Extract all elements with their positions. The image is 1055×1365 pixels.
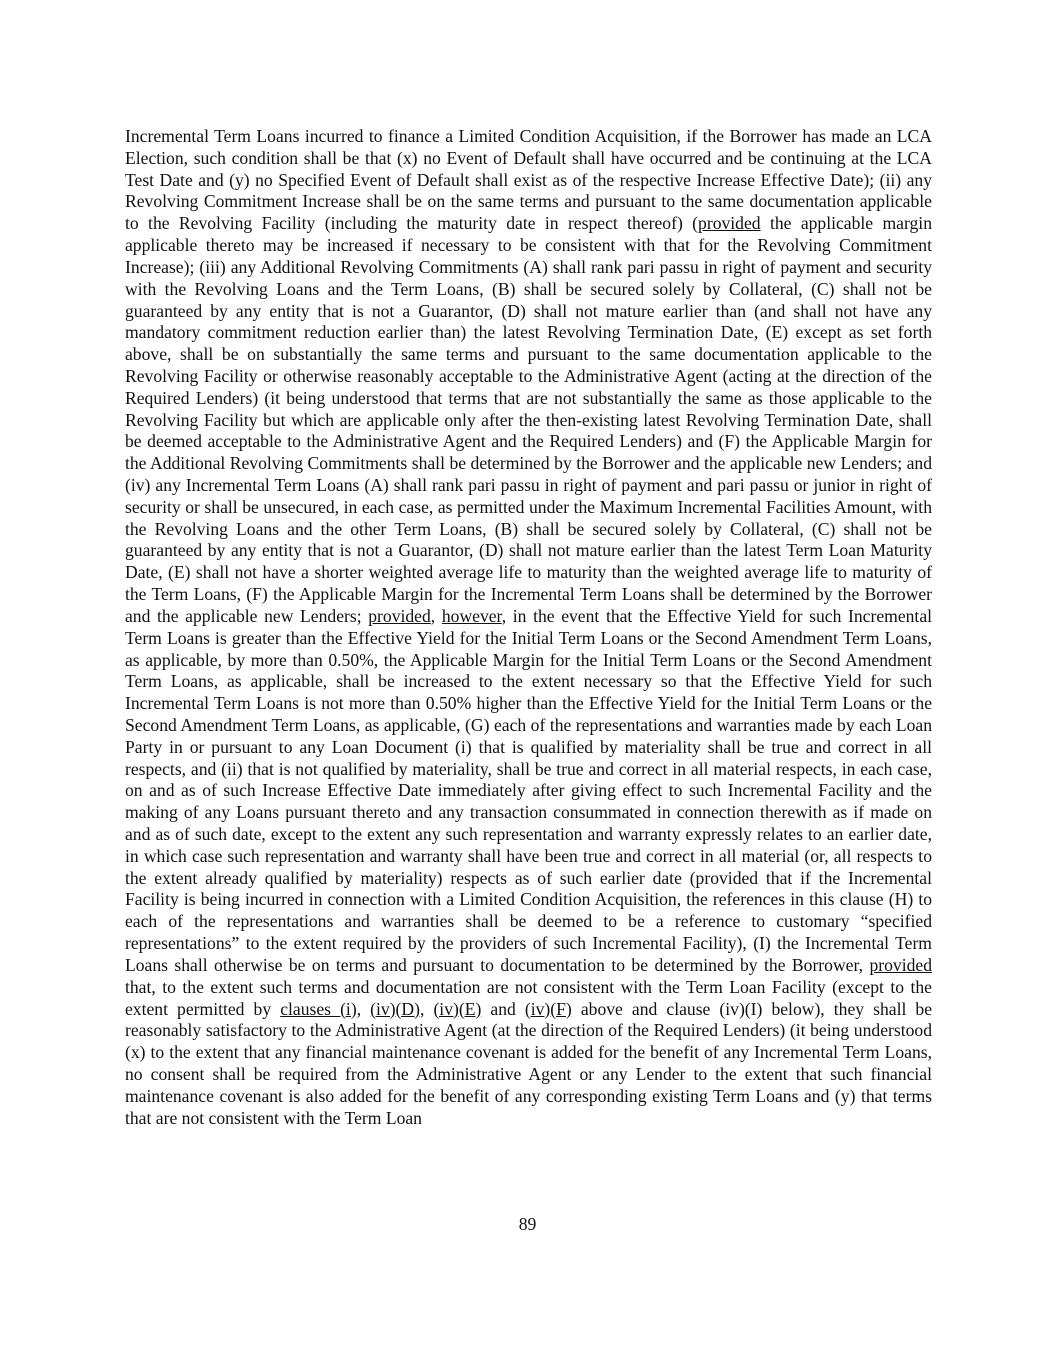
underlined-term: however (441, 605, 502, 626)
underlined-term: (iv)(F) (524, 998, 572, 1019)
text-run: , (430, 605, 442, 626)
text-run: above and clause (iv)(I) below), they shall be reasonably satisfactory to the Administrative Agent (at the direction of the Required Lenders) (it being understood (x) to the extent that any financial maintenance covenant is added for the benefit of any Incremental Term Loans, no consent shall be required from the Administrative Agent or any Lender to the extent that such financial maintenance covenant is also added for the benefit of any corresponding existing Term Loans and (y) that terms that are not consistent with the Term Loan (125, 998, 933, 1128)
underlined-term: (iv)(E) (433, 998, 482, 1019)
text-run: Incremental Term Loans incurred to finance a Limited Condition Acquisition, if the Borrower has made an LCA Election, such condition shall be that (x) no Event of Default shall have occurred and be continuing at the LCA Test Date and (y) no Specified Event of Default shall exist as of the respective Increase Effective Date); (ii) any Revolving Commitment Increase shall be on the same terms and pursuant to the same documentation applicable to the Revolving Facility (including the maturity date in respect thereof) ( (125, 126, 932, 234)
text-run: , (356, 998, 371, 1019)
page-number: 89 (518, 1214, 537, 1234)
underlined-term: provided (698, 213, 761, 234)
text-run: that, to the extent such terms and documentation are not consistent with the Term Loan Facility (except to the extent permitted by (125, 976, 932, 1019)
text-run: the applicable margin applicable thereto may be increased if necessary to be consistent with that for the Revolving Commitment Increase); (iii) any Additional Revolving Commitments (A) shall rank pari passu in right of payment and security with the Revolving Loans and the Term Loans, (B) shall be secured solely by Collateral, (C) shall not be guaranteed by any entity that is not a Guarantor, (D) shall not mature earlier than (and shall not have any mandatory commitment reduction earlier than) the latest Revolving Termination Date, (E) except as set forth above, shall be on substantially the same terms and pursuant to the same documentation applicable to the Revolving Facility or otherwise reasonably acceptable to the Administrative Agent (acting at the direction of the Required Lenders) (it being understood that terms that are not substantially the same as those applicable to the Revolving Facility but which are applicable only after the then-existing latest Revolving Termination Date, shall be deemed acceptable to the Administrative Agent and the Required Lenders) and (F) the Applicable Margin for the Additional Revolving Commitments shall be determined by the Borrower and the applicable new Lenders; and (iv) any Incremental Term Loans (A) shall rank pari passu in right of payment and pari passu or junior in right of security or shall be unsecured, in each case, as permitted under the Maximum Incremental Facilities Amount, with the Revolving Loans and the other Term Loans, (B) shall be secured solely by Collateral, (C) shall not be guaranteed by any entity that is not a Guarantor, (D) shall not mature earlier than the latest Term Loan Maturity Date, (E) shall not have a shorter weighted average life to maturity than the weighted average life to maturity of the Term Loans, (F) the Applicable Margin for the Incremental Term Loans shall be determined by the Borrower and the applicable new Lenders; (125, 213, 932, 626)
underlined-term: (iv)(D) (370, 998, 420, 1019)
text-run: and (481, 998, 525, 1019)
text-run: , in the event that the Effective Yield for such Incremental Term Loans is greater than the Effective Yield for the Initial Term Loans or the Second Amendment Term Loans, as applicable, by more than 0.50%, the Applicable Margin for the Initial Term Loans or the Second Amendment Term Loans, as applicable, shall be increased to the extent necessary so that the Effective Yield for such Incremental Term Loans is not more than 0.50% higher than the Effective Yield for the Initial Term Loans or the Second Amendment Term Loans, as applicable, (G) each of the representations and warranties made by each Loan Party in or pursuant to any Loan Document (i) that is qualified by materiality shall be true and correct in all respects, and (ii) that is not qualified by materiality, shall be true and correct in all material respects, in each case, on and as of such Increase Effective Date immediately after giving effect to such Incremental Facility and the making of any Loans pursuant thereto and any transaction consummated in connection therewith as if made on and as of such date, except to the extent any such representation and warranty expressly relates to an earlier date, in which case such representation and warranty shall have been true and correct in all material (or, all respects to the extent already qualified by materiality) respects as of such earlier date (provided that if the Incremental Facility is being incurred in connection with a Limited Condition Acquisition, the references in this clause (H) to each of the representations and warranties shall be deemed to be a reference to customary “specified representations” to the extent required by the providers of such Incremental Facility), (I) the Incremental Term Loans shall otherwise be on terms and pursuant to documentation to be determined by the Borrower, (125, 605, 933, 975)
underlined-term: provided (368, 605, 431, 626)
underlined-term: provided (869, 954, 932, 975)
text-run: , (419, 998, 434, 1019)
body-paragraph (125, 126, 932, 1129)
underlined-term: clauses (i) (280, 998, 357, 1019)
